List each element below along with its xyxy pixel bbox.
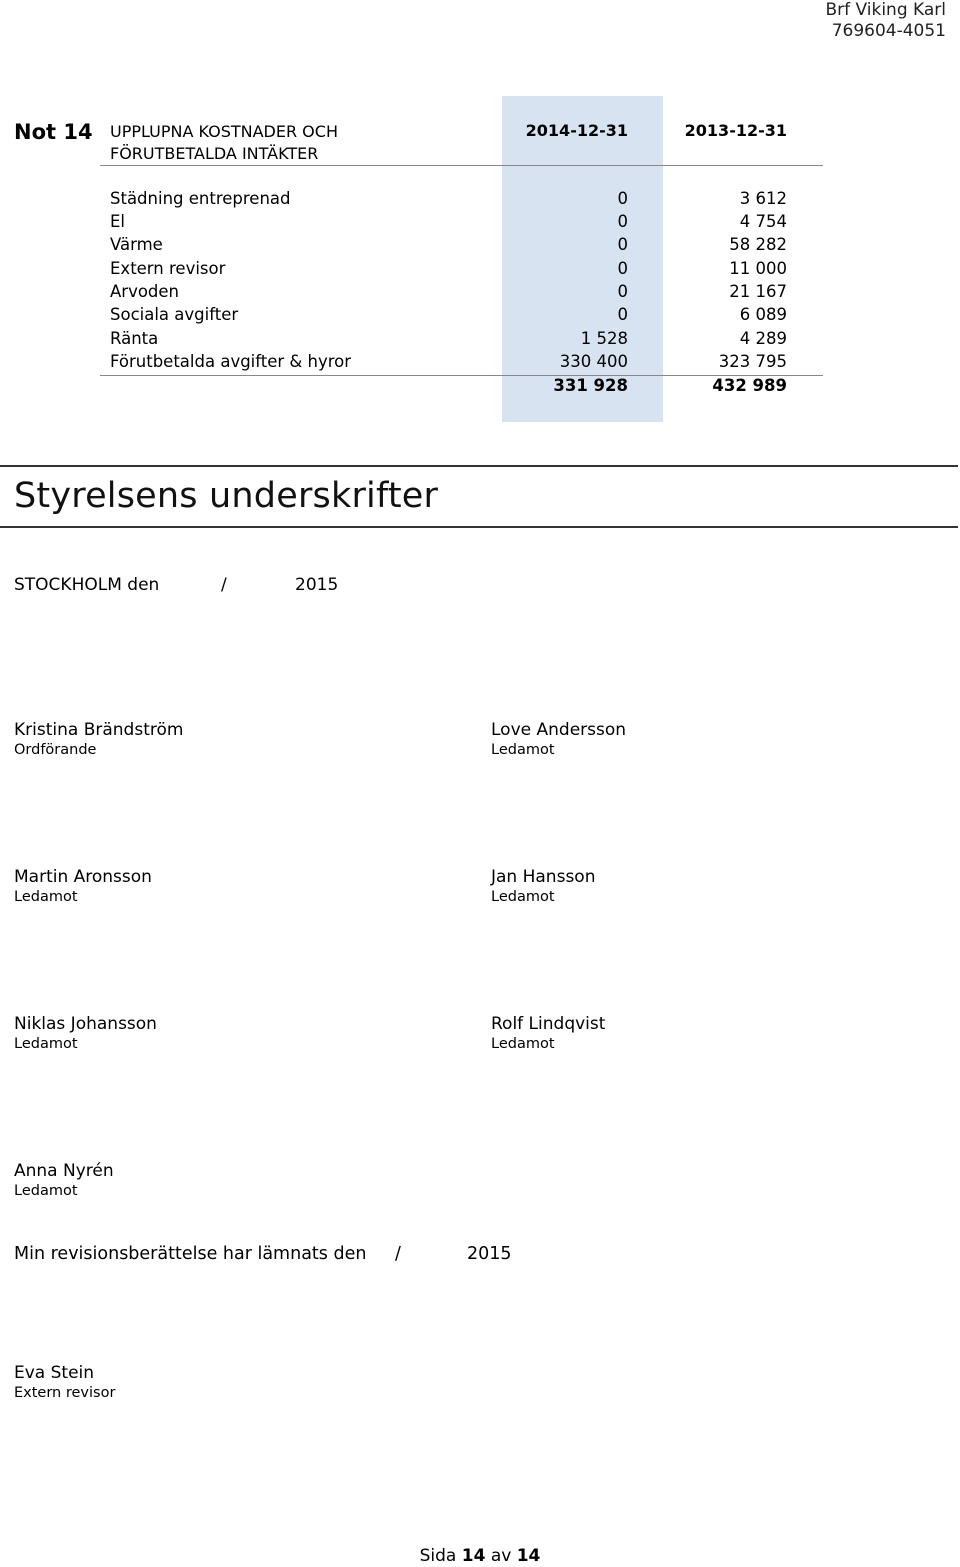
footer-page-number: 14: [461, 1546, 486, 1566]
table-row-label: Ränta: [110, 329, 159, 348]
signatory-name: Jan Hansson: [491, 867, 596, 887]
table-cell-2013: 3 612: [739, 189, 787, 208]
date-year: 2015: [295, 575, 339, 595]
table-row-label: Sociala avgifter: [110, 305, 239, 324]
table-cell-2013: 323 795: [718, 352, 787, 371]
section-bottom-rule: [0, 526, 958, 528]
date-separator: /: [221, 575, 227, 595]
table-cell-2014: 330 400: [559, 352, 628, 371]
table-cell-2014: 0: [617, 282, 628, 301]
footer-middle: av: [490, 1546, 512, 1566]
page-footer: [0, 1546, 960, 1566]
auditor-name: Eva Stein: [14, 1363, 95, 1383]
table-cell-2014: 0: [617, 259, 628, 278]
signatory-name: Martin Aronsson: [14, 867, 152, 887]
signatory-name: Kristina Brändström: [14, 720, 184, 740]
revision-statement: [14, 1244, 512, 1264]
signatory-name: Love Andersson: [491, 720, 627, 740]
signatory-role: Ledamot: [14, 1183, 78, 1199]
signatory-role: Ledamot: [491, 1036, 555, 1052]
signature-block: [14, 1161, 114, 1199]
section-title: Styrelsens underskrifter: [14, 476, 439, 516]
signatory-name: Rolf Lindqvist: [491, 1014, 606, 1034]
revision-year: 2015: [467, 1244, 512, 1264]
table-cell-2014: 0: [617, 305, 628, 324]
signatory-role: Ordförande: [14, 742, 97, 758]
header-rule: [100, 165, 823, 166]
table-row-label: El: [110, 212, 126, 231]
signatory-role: Ledamot: [14, 1036, 78, 1052]
table-row-label: Extern revisor: [110, 259, 226, 278]
table-cell-2013: 4 754: [739, 212, 787, 231]
note-number: Not 14: [14, 120, 93, 144]
note-title: [110, 121, 390, 165]
signature-block: [491, 867, 595, 905]
total-2013: 432 989: [712, 376, 787, 395]
place-and-date: [14, 575, 339, 595]
table-cell-2014: 1 528: [580, 329, 628, 348]
signature-block: [491, 1014, 605, 1052]
table-cell-2013: 21 167: [729, 282, 787, 301]
table-row-label: Värme: [110, 235, 163, 254]
revision-date-separator: /: [395, 1244, 401, 1264]
table-cell-2014: 0: [617, 189, 628, 208]
note-title-line-1: UPPLUPNA KOSTNADER OCH: [110, 122, 338, 141]
table-cell-2014: 0: [617, 235, 628, 254]
table-row-label: Arvoden: [110, 282, 180, 301]
organization-name: Brf Viking Karl: [825, 0, 946, 20]
signatory-role: Ledamot: [491, 889, 555, 905]
signatory-role: Ledamot: [14, 889, 78, 905]
signature-block: [14, 720, 183, 758]
table-cell-2013: 4 289: [739, 329, 787, 348]
auditor-signature-block: [14, 1363, 115, 1401]
signature-block: [491, 720, 626, 758]
table-cell-2013: 58 282: [729, 235, 787, 254]
footer-prefix: Sida: [419, 1546, 457, 1566]
column-header-2013: 2013-12-31: [684, 121, 787, 140]
column-header-2014: 2014-12-31: [525, 121, 628, 140]
table-cell-2013: 6 089: [739, 305, 787, 324]
table-row-label: Förutbetalda avgifter & hyror: [110, 352, 352, 371]
note-title-line-2: FÖRUTBETALDA INTÄKTER: [110, 144, 319, 163]
footer-page-total: 14: [516, 1546, 541, 1566]
table-cell-2013: 11 000: [729, 259, 787, 278]
table-row-label: Städning entreprenad: [110, 189, 291, 208]
signatory-role: Ledamot: [491, 742, 555, 758]
organization-number: 769604-4051: [831, 21, 946, 41]
place-text: STOCKHOLM den: [14, 575, 160, 595]
signatory-name: Niklas Johansson: [14, 1014, 157, 1034]
auditor-role: Extern revisor: [14, 1385, 116, 1401]
signatory-name: Anna Nyrén: [14, 1161, 114, 1181]
section-top-rule: [0, 465, 958, 467]
total-2014: 331 928: [553, 376, 628, 395]
signature-block: [14, 867, 152, 905]
signature-block: [14, 1014, 157, 1052]
revision-text: Min revisionsberättelse har lämnats den: [14, 1244, 367, 1264]
table-cell-2014: 0: [617, 212, 628, 231]
